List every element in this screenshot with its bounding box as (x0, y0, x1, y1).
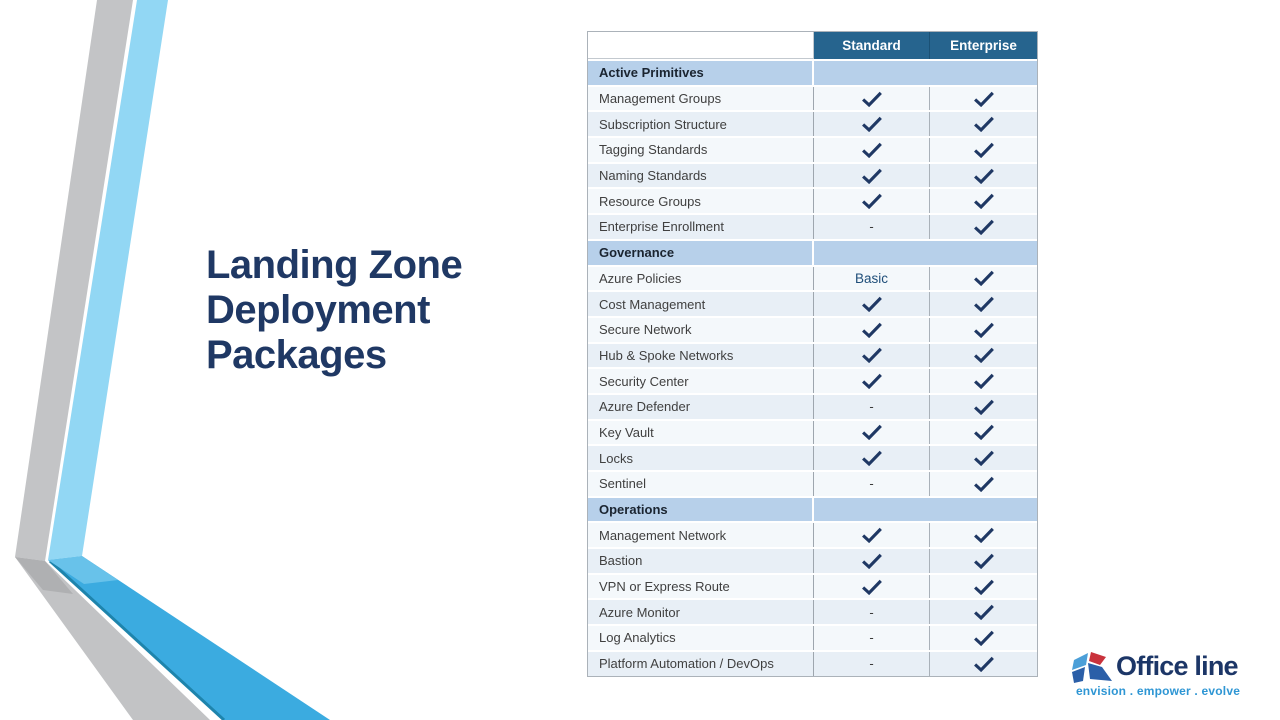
standard-cell (814, 446, 930, 470)
standard-cell (814, 472, 930, 496)
standard-cell (814, 575, 930, 599)
check-icon (973, 630, 995, 646)
table-row (588, 547, 1037, 573)
table-row (588, 213, 1037, 239)
logo-name: Office line (1116, 651, 1238, 681)
row-label: Bastion (588, 549, 814, 573)
standard-cell (814, 112, 930, 136)
check-icon (861, 424, 883, 440)
row-label: VPN or Express Route (588, 575, 814, 599)
table-row (588, 650, 1037, 676)
row-label: Azure Defender (588, 395, 814, 419)
row-label: Cost Management (588, 292, 814, 316)
enterprise-cell (930, 112, 1037, 136)
check-icon (973, 527, 995, 543)
table-row (588, 136, 1037, 162)
title-line: Deployment (206, 288, 430, 332)
officeline-logo (1072, 650, 1244, 698)
dash-value: - (869, 219, 874, 235)
standard-cell (814, 600, 930, 624)
row-label: Sentinel (588, 472, 814, 496)
standard-cell (814, 189, 930, 213)
check-icon (973, 168, 995, 184)
table-row (588, 573, 1037, 599)
section-header: Active Primitives (588, 61, 814, 85)
row-label: Enterprise Enrollment (588, 215, 814, 239)
check-icon (973, 347, 995, 363)
check-icon (973, 476, 995, 492)
row-label: Resource Groups (588, 189, 814, 213)
section-header-fill (814, 241, 1037, 265)
standard-cell (814, 652, 930, 676)
section-row (588, 496, 1037, 522)
officeline-logo-icon (1072, 650, 1113, 683)
check-icon (861, 193, 883, 209)
check-icon (973, 399, 995, 415)
enterprise-cell (930, 164, 1037, 188)
check-icon (973, 450, 995, 466)
standard-cell (814, 523, 930, 547)
standard-cell (814, 421, 930, 445)
section-row (588, 239, 1037, 265)
check-icon (861, 116, 883, 132)
standard-cell (814, 215, 930, 239)
enterprise-cell (930, 575, 1037, 599)
row-label: Log Analytics (588, 626, 814, 650)
check-icon (973, 142, 995, 158)
dash-value: - (869, 476, 874, 492)
check-icon (973, 604, 995, 620)
header-empty-cell (588, 32, 814, 59)
standard-cell (814, 164, 930, 188)
check-icon (861, 296, 883, 312)
enterprise-cell (930, 87, 1037, 111)
table-row (588, 598, 1037, 624)
standard-cell (814, 344, 930, 368)
enterprise-cell (930, 421, 1037, 445)
section-header-fill (814, 498, 1037, 522)
check-icon (973, 219, 995, 235)
enterprise-cell (930, 189, 1037, 213)
slide-title (206, 243, 462, 378)
standard-cell (814, 138, 930, 162)
table-row (588, 110, 1037, 136)
title-line: Packages (206, 333, 387, 377)
dash-value: - (869, 630, 874, 646)
dash-value: - (869, 604, 874, 620)
row-label: Tagging Standards (588, 138, 814, 162)
check-icon (973, 116, 995, 132)
row-label: Management Network (588, 523, 814, 547)
standard-cell (814, 318, 930, 342)
enterprise-cell (930, 344, 1037, 368)
enterprise-cell (930, 549, 1037, 573)
row-label: Locks (588, 446, 814, 470)
row-label: Azure Policies (588, 267, 814, 291)
check-icon (973, 553, 995, 569)
table-row (588, 521, 1037, 547)
check-icon (973, 322, 995, 338)
table-row (588, 316, 1037, 342)
table-row (588, 290, 1037, 316)
row-label: Platform Automation / DevOps (588, 652, 814, 676)
enterprise-cell (930, 292, 1037, 316)
table-row (588, 342, 1037, 368)
dash-value: - (869, 399, 874, 415)
check-icon (861, 322, 883, 338)
column-header-standard: Standard (814, 32, 930, 59)
standard-cell (814, 267, 930, 291)
check-icon (861, 450, 883, 466)
check-icon (861, 168, 883, 184)
section-header: Operations (588, 498, 814, 522)
row-label: Azure Monitor (588, 600, 814, 624)
row-label: Naming Standards (588, 164, 814, 188)
check-icon (861, 91, 883, 107)
standard-cell (814, 626, 930, 650)
enterprise-cell (930, 267, 1037, 291)
table-row (588, 393, 1037, 419)
enterprise-cell (930, 523, 1037, 547)
check-icon (973, 296, 995, 312)
text-value: Basic (854, 270, 888, 286)
enterprise-cell (930, 600, 1037, 624)
check-icon (973, 193, 995, 209)
standard-cell (814, 395, 930, 419)
section-header: Governance (588, 241, 814, 265)
check-icon (861, 553, 883, 569)
enterprise-cell (930, 318, 1037, 342)
table-row (588, 187, 1037, 213)
check-icon (973, 373, 995, 389)
standard-cell (814, 549, 930, 573)
row-label: Hub & Spoke Networks (588, 344, 814, 368)
row-label: Security Center (588, 369, 814, 393)
table-row (588, 470, 1037, 496)
table-row (588, 367, 1037, 393)
comparison-table (587, 31, 1038, 677)
title-line: Landing Zone (206, 243, 463, 287)
table-row (588, 444, 1037, 470)
dash-value: - (869, 656, 874, 672)
enterprise-cell (930, 395, 1037, 419)
logo-tagline: envision . empower . evolve (1075, 684, 1241, 698)
check-icon (973, 656, 995, 672)
table-header-row (588, 32, 1037, 59)
enterprise-cell (930, 369, 1037, 393)
column-header-enterprise: Enterprise (930, 32, 1037, 59)
table-row (588, 419, 1037, 445)
row-label: Management Groups (588, 87, 814, 111)
standard-cell (814, 369, 930, 393)
enterprise-cell (930, 215, 1037, 239)
logo-top-row (1072, 650, 1244, 683)
standard-cell (814, 87, 930, 111)
check-icon (861, 347, 883, 363)
table-row (588, 624, 1037, 650)
check-icon (861, 373, 883, 389)
enterprise-cell (930, 138, 1037, 162)
enterprise-cell (930, 652, 1037, 676)
table-row (588, 162, 1037, 188)
row-label: Secure Network (588, 318, 814, 342)
check-icon (973, 91, 995, 107)
enterprise-cell (930, 472, 1037, 496)
check-icon (861, 579, 883, 595)
section-header-fill (814, 61, 1037, 85)
check-icon (973, 424, 995, 440)
check-icon (973, 579, 995, 595)
row-label: Subscription Structure (588, 112, 814, 136)
enterprise-cell (930, 626, 1037, 650)
check-icon (861, 527, 883, 543)
section-row (588, 59, 1037, 85)
check-icon (973, 270, 995, 286)
enterprise-cell (930, 446, 1037, 470)
standard-cell (814, 292, 930, 316)
check-icon (861, 142, 883, 158)
table-row (588, 85, 1037, 111)
row-label: Key Vault (588, 421, 814, 445)
table-row (588, 265, 1037, 291)
